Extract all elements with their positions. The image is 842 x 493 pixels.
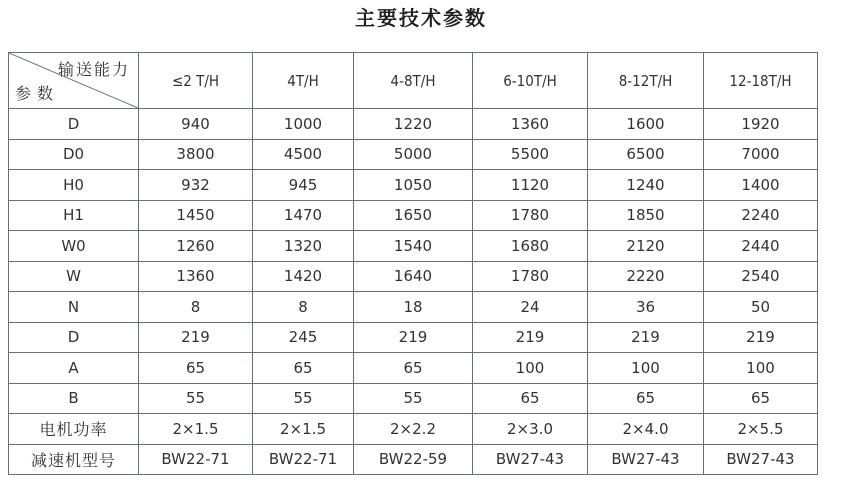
- table-cell: 945: [253, 170, 354, 201]
- table-cell: 1640: [354, 261, 473, 292]
- row-parameter-label: H0: [9, 170, 139, 201]
- column-header: 4-8T/H: [354, 53, 473, 109]
- table-cell: 1850: [588, 200, 704, 231]
- table-cell: 2220: [588, 261, 704, 292]
- table-cell: 219: [139, 322, 253, 353]
- table-cell: 4500: [253, 139, 354, 170]
- table-cell: 2240: [704, 200, 818, 231]
- table-cell: 219: [704, 322, 818, 353]
- table-cell: 100: [704, 353, 818, 384]
- table-cell: 2120: [588, 231, 704, 262]
- column-header: 8-12T/H: [588, 53, 704, 109]
- spec-table: [8, 52, 818, 475]
- table-cell: 65: [473, 383, 588, 414]
- table-cell: 1420: [253, 261, 354, 292]
- table-cell: 219: [473, 322, 588, 353]
- table-cell: 8: [139, 292, 253, 323]
- table-cell: 1320: [253, 231, 354, 262]
- row-parameter-label: A: [9, 353, 139, 384]
- table-cell: 1400: [704, 170, 818, 201]
- row-parameter-label: D: [9, 109, 139, 140]
- table-cell: 1780: [473, 200, 588, 231]
- table-cell: 219: [354, 322, 473, 353]
- table-cell: 1920: [704, 109, 818, 140]
- table-row: [9, 353, 818, 384]
- table-cell: 2×2.2: [354, 414, 473, 445]
- table-cell: 5000: [354, 139, 473, 170]
- row-parameter-label: B: [9, 383, 139, 414]
- table-cell: 1470: [253, 200, 354, 231]
- table-cell: 932: [139, 170, 253, 201]
- table-cell: 100: [588, 353, 704, 384]
- table-cell: 940: [139, 109, 253, 140]
- table-cell: 50: [704, 292, 818, 323]
- table-row: [9, 170, 818, 201]
- table-cell: 8: [253, 292, 354, 323]
- table-cell: 2×5.5: [704, 414, 818, 445]
- table-row: [9, 292, 818, 323]
- table-cell: 65: [588, 383, 704, 414]
- column-header: 6-10T/H: [473, 53, 588, 109]
- table-cell: 65: [253, 353, 354, 384]
- table-cell: BW22-71: [139, 444, 253, 475]
- column-header: ≤2 T/H: [139, 53, 253, 109]
- header-row: [9, 53, 818, 109]
- table-cell: 2×1.5: [139, 414, 253, 445]
- column-header: 12-18T/H: [704, 53, 818, 109]
- table-cell: 24: [473, 292, 588, 323]
- column-header: 4T/H: [253, 53, 354, 109]
- corner-header-cell: [9, 53, 139, 109]
- table-cell: 245: [253, 322, 354, 353]
- table-cell: 2×1.5: [253, 414, 354, 445]
- table-cell: 1000: [253, 109, 354, 140]
- row-parameter-label: H1: [9, 200, 139, 231]
- table-cell: 1120: [473, 170, 588, 201]
- table-cell: BW27-43: [588, 444, 704, 475]
- table-cell: 1360: [473, 109, 588, 140]
- table-cell: 2540: [704, 261, 818, 292]
- table-cell: 1680: [473, 231, 588, 262]
- table-row: [9, 139, 818, 170]
- row-parameter-label: D: [9, 322, 139, 353]
- table-cell: 55: [354, 383, 473, 414]
- table-row: [9, 322, 818, 353]
- parameter-label: 参数: [15, 84, 60, 103]
- table-cell: BW22-59: [354, 444, 473, 475]
- table-cell: BW27-43: [704, 444, 818, 475]
- row-parameter-label: W0: [9, 231, 139, 262]
- table-cell: 1780: [473, 261, 588, 292]
- table-cell: 2×4.0: [588, 414, 704, 445]
- table-cell: BW27-43: [473, 444, 588, 475]
- table-cell: 55: [139, 383, 253, 414]
- table-row: [9, 444, 818, 475]
- table-cell: 100: [473, 353, 588, 384]
- table-row: [9, 383, 818, 414]
- table-row: [9, 200, 818, 231]
- table-cell: 1450: [139, 200, 253, 231]
- table-row: [9, 231, 818, 262]
- table-cell: 65: [704, 383, 818, 414]
- table-row: [9, 261, 818, 292]
- table-cell: 2440: [704, 231, 818, 262]
- table-cell: 18: [354, 292, 473, 323]
- table-cell: 5500: [473, 139, 588, 170]
- table-row: [9, 414, 818, 445]
- row-parameter-label: 减速机型号: [9, 444, 139, 475]
- table-cell: 1540: [354, 231, 473, 262]
- table-cell: 7000: [704, 139, 818, 170]
- table-cell: BW22-71: [253, 444, 354, 475]
- row-parameter-label: 电机功率: [9, 414, 139, 445]
- table-cell: 1360: [139, 261, 253, 292]
- table-cell: 65: [139, 353, 253, 384]
- table-cell: 1220: [354, 109, 473, 140]
- row-parameter-label: N: [9, 292, 139, 323]
- table-cell: 3800: [139, 139, 253, 170]
- table-cell: 1260: [139, 231, 253, 262]
- table-row: [9, 109, 818, 140]
- table-cell: 1240: [588, 170, 704, 201]
- table-cell: 2×3.0: [473, 414, 588, 445]
- table-cell: 1650: [354, 200, 473, 231]
- capacity-label: 输送能力: [57, 60, 130, 79]
- table-cell: 55: [253, 383, 354, 414]
- table-cell: 65: [354, 353, 473, 384]
- table-cell: 1600: [588, 109, 704, 140]
- row-parameter-label: D0: [9, 139, 139, 170]
- table-cell: 1050: [354, 170, 473, 201]
- table-cell: 36: [588, 292, 704, 323]
- row-parameter-label: W: [9, 261, 139, 292]
- table-cell: 6500: [588, 139, 704, 170]
- page-title: 主要技术参数: [355, 6, 487, 30]
- table-cell: 219: [588, 322, 704, 353]
